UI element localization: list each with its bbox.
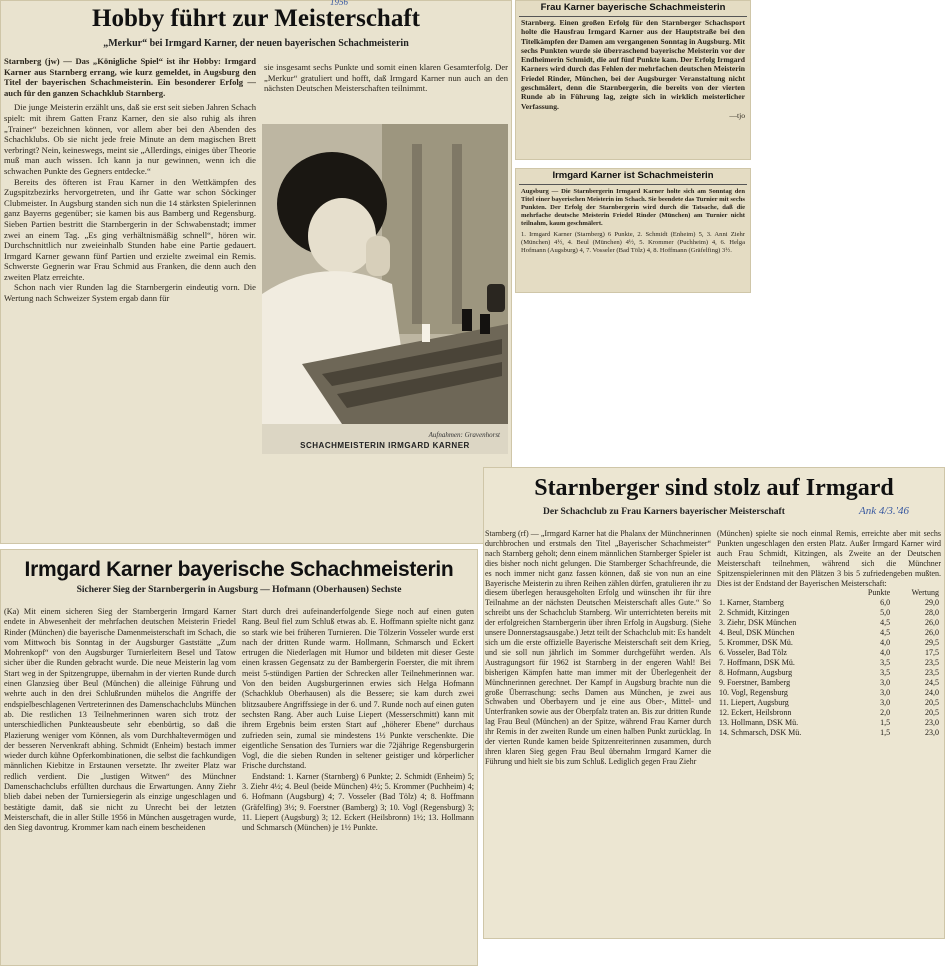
standings-name: 8. Hofmann, Augsburg — [719, 668, 793, 678]
standings-wertung: 29,0 — [925, 598, 939, 608]
handwritten-note: 1956 — [330, 0, 348, 7]
body-paragraph: Augsburg — Die Starnbergerin Irmgard Karner holte sich am Sonntag den Titel einer bayerischen Meisterin im Schach. Sie beendete das Turnier mit sechs Punkten. Der Erfolg der Starnbergerin wird durch die Tatsache, daß die mehrfache deutsche Meisterin Friedel Rinder (München) am Turnier nicht teilnahm, kaum geschmälert. — [521, 188, 745, 227]
header-wertung: Wertung — [911, 588, 939, 598]
standings-name: 5. Krommer, DSK Mü. — [719, 638, 793, 648]
standings-punkte: 3,0 — [880, 688, 891, 698]
standings-punkte: 2,0 — [880, 708, 891, 718]
headline: Hobby führt zur Meisterschaft — [92, 5, 420, 32]
clipping-karner-schachmeisterin — [515, 168, 751, 293]
standings-punkte: 4,0 — [880, 648, 891, 658]
standings-row — [717, 608, 941, 618]
standings-row — [717, 718, 941, 728]
standings-name: 6. Vosseler, Bad Tölz — [719, 648, 787, 658]
standings-wertung: 24,0 — [925, 688, 939, 698]
body-paragraph: (Ka) Mit einem sicheren Sieg der Starnbergerin Irmgard Karner endete in Abwesenheit der mehrfachen deutschen Meisterin Friedel Rinder (München) die bayerische Damenmeisterschaft im Schach, die vom Mittwoch bis Sonntag in der Augsburger Gaststätte „Zum Mohrenkopf“ von den Augsburger Turnierleitern Besel und Tatow sicher über die Runden gebracht wurde. Die neue Meisterin lag vom Start weg in der Spitzengruppe, übernahm in der vierten Runde durch einen Glanzsieg über Beul (München) die alleinige Führung und wehrte auch in den drei Schlußrunden mühelos die Angriffe der endspielbeschlagenen Vertreterinnen des Damenschachclubs München ab. Die restlichen 13 Teilnehmerinnen waren sich trotz der unterschiedlichen Punkteausbeute sehr ebenbürtig, so daß die Plazierung weniger vom Können, als vom Durchhaltevermögen und der besseren Nervenkraft abhing. Schmidt (Enheim) bestach immer wieder durch kühne Opferkombinationen, die selbst die fachkundigen männlichen Kiebitze in Erstaunen versetzte. Ihr zweiter Platz war redlich verdient. Die „lustigen Witwen“ des Münchner Damenschachclubs erfüllten durchaus die Erwartungen. Anny Ziehr blieb dabei neben der Turniersiegerin als einzige ungeschlagen und bestätigte damit, daß sie nicht zu Unrecht bei der letzten Meisterschaft, die in aller Stille 1956 in München ausgetragen wurde, den Sieg davontrug. Krommer kam nach einem bescheidenen — [4, 607, 236, 833]
standings-name: 2. Schmidt, Kitzingen — [719, 608, 790, 618]
article-column-right — [242, 607, 474, 965]
clipping-irmgard-karner-bayerische — [0, 549, 478, 966]
standings-wertung: 28,0 — [925, 608, 939, 618]
standings-punkte: 1,5 — [880, 728, 891, 738]
standings-name: 13. Hollmann, DSK Mü. — [719, 718, 799, 728]
article-body — [521, 188, 745, 292]
body-paragraph: Bereits des öfteren ist Frau Karner in den Wettkämpfen des Zugspitzbezirks hervorgetreten, und ihr Gatte war schon Söckinger Clubmeister. In Augsburg standen sich nun die 14 stärksten Spielerinnen ganz Bayerns gegenüber; sie kamen bis aus Bamberg und Regensburg. Sieben Partien bestritt die Starnbergerin in der Schwabenstadt; immer zwei an einem Tag. „Es ging verhältnismäßig schnell“, hören wir. Durchschnittlich nur zweieinhalb Stunden habe eine Partie gedauert. Irmgard Karner gewann fünf Partien und erzielte zweimal ein Remis. Schwerste Gegnerin war Frau Schmid aus Franken, die denn auch den zweiten Platz erreichte. — [4, 176, 256, 282]
standings-name: 3. Ziehr, DSK München — [719, 618, 797, 628]
standings-row — [717, 628, 941, 638]
photo-chess-player — [262, 124, 508, 424]
signature: —tjo — [729, 110, 745, 120]
standings-wertung: 23,0 — [925, 728, 939, 738]
body-paragraph: Die junge Meisterin erzählt uns, daß sie erst seit sieben Jahren Schach spielt: mit ihrem Gatten Franz Karner, den sie also ruhig als ihren „Trainer“ bezeichnen können, vor allem aber bei den Abenden des Schachklubs. Ob sie nicht jede freie Minute an dem magischen Brett verbringt? Nein, keineswegs, meint sie „Allerdings, einiges über Theorie muß man auch wissen. Ich kann ja nur gewinnen, wenn ich die schwachen Punkte des Gegners entdecke.“ — [4, 102, 256, 176]
standings-name: 1. Karner, Starnberg — [719, 598, 784, 608]
standings-row — [717, 658, 941, 668]
results-paragraph: 1. Irmgard Karner (Starnberg) 6 Punkte, 2. Schmidt (Enheim) 5, 3. Anni Ziehr (München) 4½, 4. Beul (München) 4½, 5. Krommer (Puchheim) 4, 6. Helga Hofmann (Augsburg) 4, 7. Vosseler (Bad Tölz) 4, 8. Hoffmann (Gräfelfing) 3½. — [521, 231, 745, 254]
standings-row — [717, 708, 941, 718]
body-paragraph: sie insgesamt sechs Punkte und somit einen klaren Gesamterfolg. Der „Merkur“ gratuliert und hofft, daß Irmgard Karner nun auch an den nächsten Deutschen Meisterschaften teilnimmt. — [264, 62, 508, 94]
article-body — [521, 18, 745, 158]
headline: Frau Karner bayerische Schachmeisterin — [519, 0, 747, 17]
headline: Irmgard Karner bayerische Schachmeisterin — [24, 558, 454, 581]
standings-name: 7. Hoffmann, DSK Mü. — [719, 658, 795, 668]
article-column-left — [4, 607, 236, 965]
standings-punkte: 4,5 — [880, 618, 891, 628]
handwritten-note: Ank 4/3.'46 — [859, 505, 910, 517]
body-paragraph: (München) spielte sie noch einmal Remis, erreichte aber mit sechs Punkten ungeschlagen den ersten Platz. Außer Irmgard Karner wird auch Frau Schmidt, Kitzingen, als Zweite an der Deutschen Meisterschaft teilnehmen, während sich die Münchner Spitzenspielerinnen mit den Plätzen 3 bis 5 zufriedengeben mußten. Dies ist der Endstand der Bayerischen Meisterschaft: — [717, 529, 941, 588]
standings-punkte: 3,5 — [880, 668, 891, 678]
body-paragraph: Starnberg. Einen großen Erfolg für den Starnberger Schachsport holte die Hausfrau Irmgard Karner aus der Hauptstraße bei den Titelkämpfen der Damen am vergangenen Sonntag in Augsburg. Mit sechs Punkten wurde sie überraschend bayerische Meisterin vor der Endheimerin Schmidt, die auf fünf Punkte kam. Der Erfolg Irmgard Karners wird durch das Fehlen der mehrfachen deutschen Meisterin Friedel Rinder, München, bei der Augsburger Veranstaltung nicht geschmälert, denn die Starnbergerin, die bereits von der vierten Runde ab in Führung lag, zeigte sich in wirklich meisterlicher Verfassung. — [521, 18, 745, 111]
portrait-photo — [262, 124, 508, 454]
standings-punkte: 3,0 — [880, 698, 891, 708]
standings-wertung: 23,0 — [925, 718, 939, 728]
standings-punkte: 6,0 — [880, 598, 891, 608]
standings-punkte: 5,0 — [880, 608, 891, 618]
clipping-hobby-meisterschaft — [0, 0, 512, 544]
article-column-left — [4, 56, 256, 542]
standings-punkte: 4,5 — [880, 628, 891, 638]
standings-wertung: 29,5 — [925, 638, 939, 648]
subheadline: Sicherer Sieg der Starnbergerin in Augsburg — Hofmann (Oberhausen) Sechste — [76, 585, 402, 595]
standings-wertung: 26,0 — [925, 628, 939, 638]
standings-row — [717, 698, 941, 708]
lead-paragraph: Starnberg (jw) — Das „Königliche Spiel“ ist ihr Hobby: Irmgard Karner aus Starnberg errang, wie kurz gemeldet, in Augsburg den Titel der bayerischen Schachmeisterin. Ein besonderer Erfolg — auch für den ganzen Schachklub Starnberg. — [4, 56, 256, 98]
subheadline: „Merkur“ bei Irmgard Karner, der neuen bayerischen Schachmeisterin — [103, 38, 409, 49]
standings-row — [717, 648, 941, 658]
standings-wertung: 20,5 — [925, 708, 939, 718]
clipping-frau-karner — [515, 0, 751, 160]
standings-name: 10. Vogl, Regensburg — [719, 688, 788, 698]
subheadline: Der Schachclub zu Frau Karners bayerischer Meisterschaft — [543, 507, 785, 517]
standings-header-row — [717, 588, 941, 598]
standings-wertung: 20,5 — [925, 698, 939, 708]
standings-row — [717, 688, 941, 698]
standings-punkte: 3,0 — [880, 678, 891, 688]
standings-wertung: 23,5 — [925, 658, 939, 668]
standings-punkte: 1,5 — [880, 718, 891, 728]
standings-wertung: 26,0 — [925, 618, 939, 628]
standings-table — [717, 588, 941, 738]
standings-row — [717, 678, 941, 688]
body-paragraph: Start durch drei aufeinanderfolgende Siege noch auf einen guten Rang. Beul fiel zum Schluß etwas ab. E. Hoffmann spielte nicht ganz so stark wie bei früheren Turnieren. Die Tölzerin Vosseler wurde erst nach der dritten Runde warm. Hollmann, Schmarsch und Eckert ertrugen die Niederlagen mit Humor und bildeten mit dieser Geste einen krassen Gegensatz zu der Bambergerin Foerster, die mit ihrem meist 5-stündigen Partien der Schrecken aller Teilnehmerinnen war. Von den beiden Augsburgerinnen erwies sich Helga Hofmann (Schachklub Oberhausen) als die Bessere; sie kam durch zwei blitzsaubere Angriffssiege in der 6. und 7. Runde noch auf einen guten sechsten Rang. Aber auch Luise Liepert (Messerschmitt) kann mit ihrem Ergebnis beim ersten Start auf „höherer Ebene“ durchaus zufrieden sein, zumal sie mindestens 1½ Punkte verschenkte. Die eigentliche Sensation des Turniers war die 72jährige Regensburgerin Vogl, die die sieben Runden in seltener geistiger und körperlicher Frische durchstand. — [242, 607, 474, 771]
standings-wertung: 23,5 — [925, 668, 939, 678]
standings-row — [717, 638, 941, 648]
article-column-right-top — [264, 62, 508, 122]
standings-wertung: 17,5 — [925, 648, 939, 658]
standings-punkte: 3,5 — [880, 658, 891, 668]
body-paragraph: Starnberg (rf) — „Irmgard Karner hat die Phalanx der Münchnerinnen durchbrochen und erstmals den Titel „Bayerischer Schachmeister“ nach Starnberg geholt; denn einem männlichen Starnberger Spieler ist dies bisher noch nicht gelungen. Die Starnberger Schachfreunde, die es noch immer nicht ganz fassen können, daß sie von nun an eine Bayerische Meisterin zu ihren Reihen zählen dürfen, gratulieren ihr zu diesem überlegen herausgeholten Erfolg und wünschen ihr für ihre Teilnahme an der nächsten Deutschen Meisterschaft alles Gute.“ So schreibt uns der Schachclub Starnberg. Wir unterrichteten bereits mit der erfolgreichen Starnbergerin über ihren Erfolg in Augsburg. (Siehe unsere Donnerstagsausgabe.) Jetzt teilt der Schachclub mit: Es handelt sich um die erste offizielle Bayerische Meisterschaft seit dem Krieg, und sie soll nun jährlich im Sommer durchgeführt werden. Als Austragungsort für 1962 ist Starnberg in der engeren Wahl! Bei bisherigen Kämpfen hatte man immer mit der Überlegenheit der Münchnerinnen gerechnet. Der Kampf in Augsburg brachte nun die große Überraschung: sechs Damen aus München, je zwei aus Schwaben und Oberbayern und je eine aus Ober-, Mittel- und Unterfranken sowie aus der Oberpfalz traten an. Bis zur dritten Runde lag Frau Beul (München) an der Spitze, während Frau Karner durch ihr Remis in der zweiten Runde um einen halben Punkt zurücklag. In der vierten Runde kamen beide Spitzenreiterinnen zusammen, durch ihren klaren Sieg gegen Frau Beul übernahm Irmgard Karner die Führung und hielt sie bis zum Schluß. Lediglich gegen Frau Ziehr — [485, 529, 711, 766]
headline: Starnberger sind stolz auf Irmgard — [534, 475, 894, 501]
standings-wertung: 24,5 — [925, 678, 939, 688]
clipping-starnberger-stolz — [483, 467, 945, 939]
headline: Irmgard Karner ist Schachmeisterin — [519, 168, 747, 185]
photo-caption: SCHACHMEISTERIN IRMGARD KARNER — [300, 441, 470, 450]
standings-name: 11. Liepert, Augsburg — [719, 698, 789, 708]
standings-row — [717, 618, 941, 628]
standings-row — [717, 598, 941, 608]
endstand-paragraph: Endstand: 1. Karner (Starnberg) 6 Punkte; 2. Schmidt (Enheim) 5; 3. Ziehr 4½; 4. Beul (beide München) 4½; 5. Krommer (Puchheim) 4; 6. Hofmann (Augsburg) 4; 7. Vosseler (Bad Tölz) 4; 8. Hoffmann (Gräfelfing) 3½; 9. Foerstner (Bamberg) 3; 10. Vogl (Regensburg) 3; 11. Liepert (Augsburg) 3; 12. Eckert (Heilsbronn) 1½; 13. Hollmann und Schmarsch (München) je 1½ Punkte. — [242, 771, 474, 833]
article-column-left — [485, 529, 711, 937]
standings-row — [717, 668, 941, 678]
standings-row — [717, 728, 941, 738]
standings-punkte: 4,0 — [880, 638, 891, 648]
standings-name: 14. Schmarsch, DSK Mü. — [719, 728, 802, 738]
standings-name: 12. Eckert, Heilsbronn — [719, 708, 792, 718]
article-column-right — [717, 529, 941, 791]
body-paragraph: Schon nach vier Runden lag die Starnbergerin eindeutig vorn. Die Wertung nach Schweizer System ergab dann für — [4, 282, 256, 304]
standings-name: 9. Foerstner, Bamberg — [719, 678, 791, 688]
header-punkte: Punkte — [867, 588, 891, 598]
photo-credit: Aufnahmen: Gravenhorst — [428, 431, 500, 439]
standings-name: 4. Beul, DSK München — [719, 628, 795, 638]
